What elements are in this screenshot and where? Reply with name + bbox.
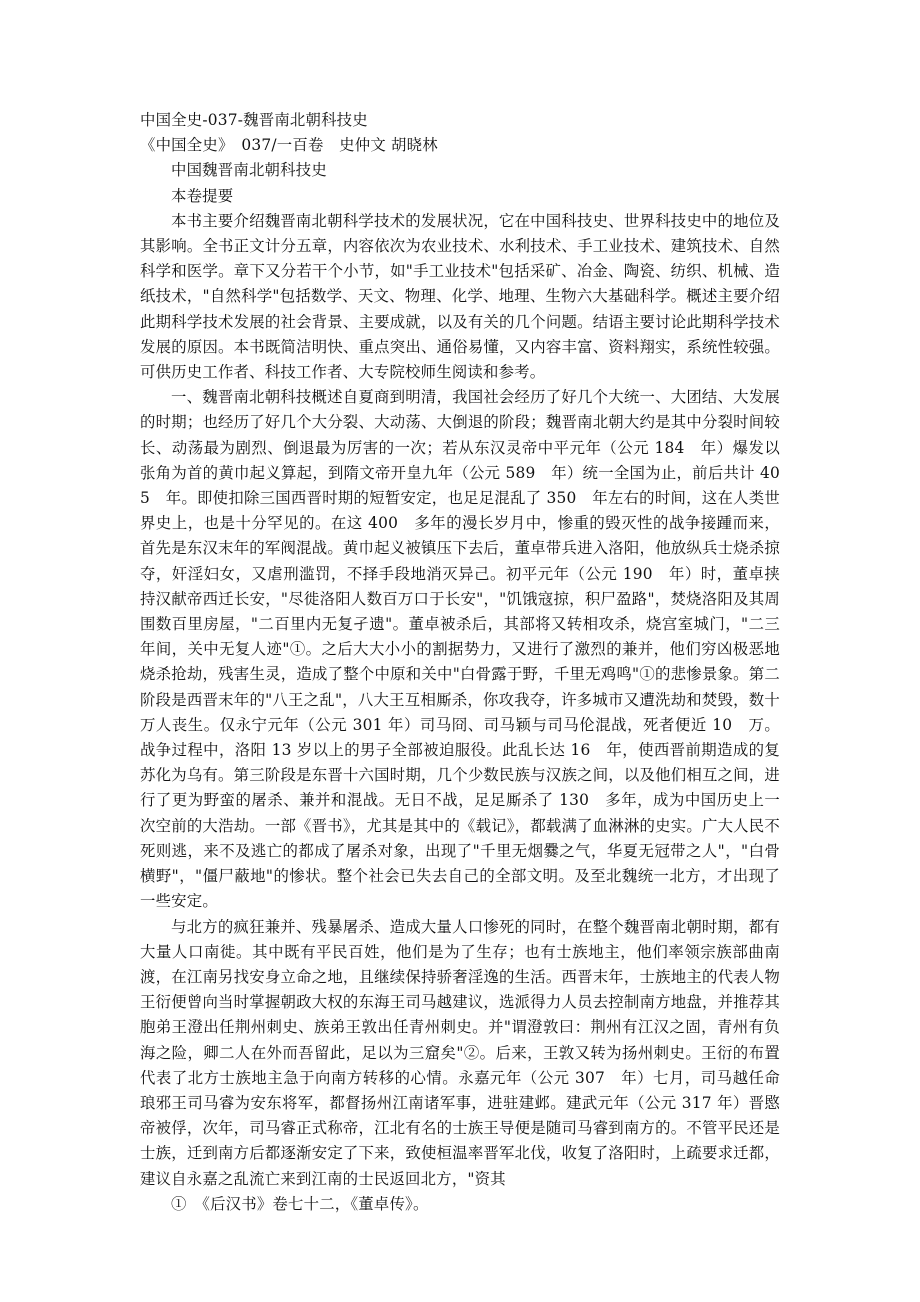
overview-paragraph: 一、魏晋南北朝科技概述自夏商到明清，我国社会经历了好几个大统一、大团结、大发展的时期；也经历了好几个大分裂、大动荡、大倒退的阶段；魏晋南北朝大约是其中分裂时间较长、动荡最为剧烈、倒退最为厉害的一次；若从东汉灵帝中平元年（公元 184 年）爆发以张角为首的黄巾起义算起，到隋文帝开皇九年（公元 589 年）统一全国为止，前后共计 405 年。即使扣除三国西晋时期的短暂安定，也足足混乱了 350 年左右的时间，这在人类世界史上，也是十分罕见的。在这 400 多年的漫长岁月中，惨重的毁灭性的战争接踵而来，首先是东汉末年的军阀混战。黄巾起义被镇压下去后，董卓带兵进入洛阳，他放纵兵士烧杀掠夺，奸淫妇女，又虐刑滥罚，不择手段地消灭异己。初平元年（公元 190 年）时，董卓挟持汉献帝西迁长安，"尽徙洛阳人数百万口于长安"，"饥饿寇掠，积尸盈路"，焚烧洛阳及其周围数百里房屋，"二百里内无复孑遗"。董卓被杀后，其部将又转相攻杀，烧宫室城门，"二三年间，关中无复人迹"①。之后大大小小的割据势力，又进行了激烈的兼并，他们穷凶极恶地烧杀抢劫，残害生灵，造成了整个中原和关中"白骨露于野，千里无鸡鸣"①的悲惨景象。第二阶段是西晋末年的"八王之乱"，八大王互相厮杀，你攻我夺，许多城市又遭洗劫和焚毁，数十万人丧生。仅永宁元年（公元 301 年）司马冏、司马颖与司马伦混战，死者便近 10 万。战争过程中，洛阳 13 岁以上的男子全部被迫服役。此乱长达 16 年，使西晋前期造成的复苏化为乌有。第三阶段是东晋十六国时期，几个少数民族与汉族之间，以及他们相互之间，进行了更为野蛮的屠杀、兼并和混战。无日不战，足足厮杀了 130 多年，成为中国历史上一次空前的大浩劫。一部《晋书》，尤其是其中的《载记》，都载满了血淋淋的史实。广大人民不死则逃，来不及逃亡的都成了屠杀对象，出现了"千里无烟爨之气，华夏无冠带之人"，"白骨横野"，"僵尸蔽地"的惨状。整个社会已失去自己的全部文明。及至北魏统一北方，才出现了一些安定。 [140, 388, 780, 911]
document-heading: 中国全史-037-魏晋南北朝科技史 [140, 111, 368, 129]
book-meta-line: 《中国全史》 037/一百卷 史仲文 胡晓林 [140, 136, 438, 155]
abstract-heading: 本卷提要 [171, 186, 234, 205]
abstract-paragraph: 本书主要介绍魏晋南北朝科学技术的发展状况，它在中国科技史、世界科技史中的地位及其影响。全书正文计分五章，内容依次为农业技术、水利技术、手工业技术、建筑技术、自然科学和医学。章下又分若干个小节，如"手工业技术"包括采矿、冶金、陶瓷、纺织、机械、造纸技术，"自然科学"包括数学、天文、物理、化学、地理、生物六大基础科学。概述主要介绍此期科学技术发展的社会背景、主要成就，以及有关的几个问题。结语主要讨论此期科学技术发展的原因。本书既简洁明快、重点突出、通俗易懂，又内容丰富、资料翔实，系统性较强。可供历史工作者、科技工作者、大专院校师生阅读和参考。 [140, 211, 780, 382]
document-page [140, 108, 780, 1217]
document-subtitle: 中国魏晋南北朝科技史 [171, 161, 327, 180]
migration-paragraph: 与北方的疯狂兼并、残暴屠杀、造成大量人口惨死的同时，在整个魏晋南北朝时期，都有大量人口南徙。其中既有平民百姓，他们是为了生存；也有士族地主，他们率领宗族部曲南渡，在江南另找安身立命之地，且继续保持骄奢淫逸的生活。西晋末年，士族地主的代表人物王衍便曾向当时掌握朝政大权的东海王司马越建议，选派得力人员去控制南方地盘，并推荐其胞弟王澄出任荆州刺史、族弟王敦出任青州刺史。并"谓澄敦曰：荆州有江汉之固，青州有负海之险，卿二人在外而吾留此，足以为三窟矣"②。后来，王敦又转为扬州刺史。王衍的布置代表了北方士族地主急于向南方转移的心情。永嘉元年（公元 307 年）七月，司马越任命琅邪王司马睿为安东将军，都督扬州江南诸军事，进驻建邺。建武元年（公元 317 年）晋愍帝被俘，次年，司马睿正式称帝，江北有名的士族王导便是随司马睿到南方的。不管平民还是士族，迁到南方后都逐渐安定了下来，致使桓温率晋军北伐，收复了洛阳时，上疏要求迁都，建议自永嘉之乱流亡来到江南的士民返回北方，"资其 [140, 917, 780, 1188]
footnote: ① 《后汉书》卷七十二，《董卓传》。 [171, 1194, 429, 1213]
